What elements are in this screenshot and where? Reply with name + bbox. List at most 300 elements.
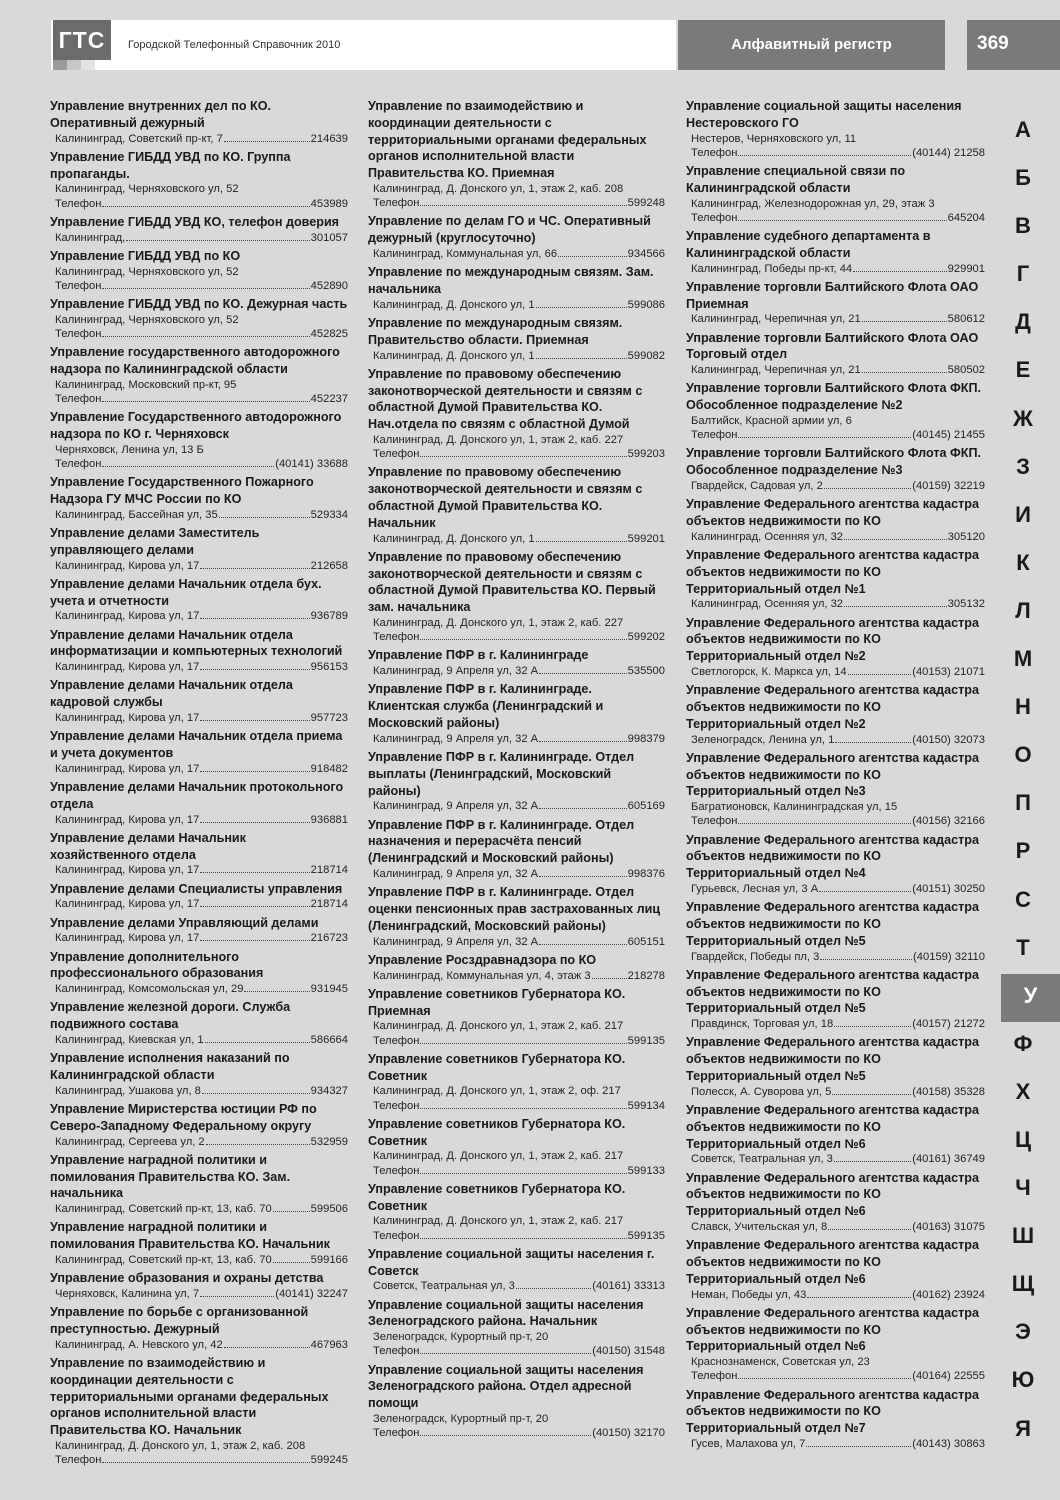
entry-title: Управление торговли Балтийского Флота ФКП. Обособленное подразделение №2	[686, 381, 982, 413]
entry-phone: 218714	[310, 898, 348, 911]
alphabet-letter[interactable]: М	[1013, 646, 1033, 672]
directory-entry	[368, 1051, 665, 1113]
entry-detail-row	[368, 1330, 665, 1344]
entry-phone: 580502	[947, 364, 985, 377]
dot-leader	[834, 1161, 911, 1162]
entry-address: Калининград, Ушакова ул, 8	[55, 1084, 201, 1097]
entry-detail-row	[686, 1085, 985, 1099]
entry-address: Калининград, А. Невского ул, 42	[55, 1338, 223, 1351]
entry-title: Управление Федерального агентства кадастра объектов недвижимости по КО Территориальный отдел №7	[686, 1387, 979, 1436]
entry-phone: 934566	[627, 247, 665, 260]
entry-detail-row	[50, 1338, 348, 1352]
entry-address: Калининград, Черняховского ул, 52	[55, 313, 239, 326]
directory-entry	[50, 344, 348, 406]
entry-address: Калининград, Победы пр-кт, 44	[691, 262, 853, 275]
entry-detail-row	[686, 882, 985, 896]
dot-leader	[200, 720, 309, 721]
dot-leader	[848, 674, 912, 675]
entry-title: Управление ГИБДД УВД КО, телефон доверия	[50, 214, 340, 229]
entry-address: Калининград, Кирова ул, 17	[55, 813, 200, 826]
entry-detail-row	[368, 664, 665, 678]
entry-address: Телефон	[373, 1229, 420, 1242]
dot-leader	[206, 1144, 310, 1145]
entry-phone: (40141) 33688	[275, 458, 348, 470]
entry-address: Калининград, Кирова ул, 17	[55, 898, 200, 911]
entry-detail-row	[686, 1355, 985, 1369]
dot-leader	[828, 1229, 911, 1230]
dot-leader	[219, 517, 310, 518]
entry-address: Светлогорск, К. Маркса ул, 14	[691, 665, 847, 678]
entry-detail-row	[368, 1279, 665, 1293]
entry-detail-row	[50, 231, 348, 245]
entry-detail-row	[368, 1229, 665, 1243]
entry-address: Багратионовск, Калининградская ул, 15	[691, 801, 898, 814]
directory-entry	[686, 967, 985, 1032]
directory-entry	[686, 1237, 985, 1302]
entry-detail-row	[50, 813, 348, 827]
entry-detail-row	[50, 1033, 348, 1047]
dot-leader	[102, 466, 274, 467]
alphabet-letter[interactable]: Д	[1015, 309, 1031, 335]
entry-address: Калининград, 9 Апреля ул, 32 А	[373, 732, 539, 745]
directory-entry	[50, 1355, 348, 1467]
entry-address: Нестеров, Черняховского ул, 11	[691, 132, 857, 145]
dot-leader	[844, 606, 947, 607]
entry-address: Калининград, Д. Донского ул, 1	[373, 298, 535, 311]
directory-entry	[50, 949, 348, 997]
entry-address: Телефон	[373, 1164, 420, 1177]
entry-detail-row	[368, 1149, 665, 1163]
entry-address: Калининград, Советский пр-кт, 7	[55, 132, 223, 145]
directory-entry	[368, 1362, 665, 1441]
column-3	[686, 98, 985, 1454]
entry-detail-row	[368, 532, 665, 546]
column-1	[50, 98, 348, 1470]
alphabet-letter[interactable]: Я	[1015, 1415, 1031, 1441]
entry-title: Управление ПФР в г. Калининграде	[368, 648, 589, 663]
entry-title: Управление Федерального агентства кадастра объектов недвижимости по КО Территориальный отдел №6	[686, 1238, 979, 1286]
alphabet-letter[interactable]: С	[1015, 886, 1031, 912]
entry-phone: 956153	[310, 661, 348, 674]
entry-detail-row	[686, 530, 985, 544]
entry-address: Телефон	[55, 393, 102, 405]
directory-entry	[368, 464, 665, 545]
entry-title: Управление ГИБДД УВД по КО	[50, 248, 241, 263]
alphabet-letter[interactable]: Е	[1015, 357, 1031, 383]
directory-entry	[368, 264, 665, 312]
entry-title: Управление Федерального агентства кадастра объектов недвижимости по КО	[686, 497, 979, 528]
entry-detail-row	[368, 196, 665, 210]
entry-detail-row	[50, 132, 348, 146]
alphabet-letter[interactable]: Х	[1015, 1078, 1031, 1104]
entry-title: Управление наградной политики и помилования Правительства КО. Начальник	[50, 1220, 330, 1252]
dot-leader	[102, 336, 309, 337]
entry-title: Управление делами Начальник отдела бух. учета и отчетности	[50, 576, 322, 608]
directory-entry	[686, 1170, 985, 1235]
entry-address: Калининград, Д. Донского ул, 1	[373, 349, 535, 362]
entry-title: Управление Миристерства юстиции РФ по Северо-Западному Федеральному округу	[50, 1101, 317, 1133]
entry-phone: 929901	[947, 262, 985, 275]
entry-title: Управление социальной защиты населения Зеленоградского района. Начальник	[368, 1297, 644, 1329]
dot-leader	[738, 155, 911, 156]
entry-phone: (40150) 31548	[592, 1345, 665, 1358]
entry-title: Управление по международным связям. Правительство области. Приемная	[368, 315, 623, 347]
publication-title: Городской Телефонный Справочник 2010	[128, 39, 341, 51]
entry-detail-row	[686, 428, 985, 442]
entry-detail-row	[368, 1019, 665, 1033]
alphabet-letter[interactable]: Б	[1015, 165, 1031, 191]
directory-entry	[50, 98, 348, 146]
directory-entry	[368, 647, 665, 678]
dot-leader	[832, 1094, 911, 1095]
dot-leader	[738, 1378, 911, 1379]
entry-address: Калининград, Советский пр-кт, 13, каб. 70	[55, 1253, 272, 1266]
entry-address: Неман, Победы ул, 43	[691, 1288, 807, 1301]
entry-title: Управление Федерального агентства кадастра объектов недвижимости по КО Территориальный отдел №2	[686, 683, 979, 731]
dot-leader	[244, 991, 309, 992]
alphabet-letter[interactable]: Ф	[1013, 1030, 1033, 1056]
entry-title: Управление Федерального агентства кадастра объектов недвижимости по КО Территориальный отдел №2	[686, 615, 979, 664]
directory-entry	[50, 1152, 348, 1217]
entry-detail-row	[686, 312, 985, 326]
alphabet-letter[interactable]: И	[1015, 501, 1031, 527]
entry-detail-row	[368, 298, 665, 312]
entry-address: Калининград, Д. Донского ул, 1, этаж 2, каб. 217	[373, 1020, 624, 1033]
alphabet-letter[interactable]: О	[1014, 742, 1032, 768]
entry-address: Калининград, 9 Апреля ул, 32 А	[373, 867, 539, 880]
entry-phone: (40156) 32166	[912, 815, 985, 828]
entry-title: Управление Федерального агентства кадастра объектов недвижимости по КО Территориальный отдел №5	[686, 967, 979, 1016]
entry-detail-row	[368, 867, 665, 881]
directory-entry	[368, 749, 665, 814]
entry-address: Гурьевск, Лесная ул, 3 А	[691, 882, 819, 895]
entry-title: Управление ПФР в г. Калининграде. Отдел выплаты (Ленинградский, Московский районы)	[368, 749, 635, 798]
dot-leader	[824, 488, 911, 489]
directory-entry	[50, 409, 348, 471]
dot-leader	[536, 358, 627, 359]
directory-entry	[50, 881, 348, 912]
dot-leader	[102, 206, 309, 207]
directory-entry	[368, 1116, 665, 1178]
directory-entry	[686, 163, 985, 225]
entry-title: Управление советников Губернатора КО. Советник	[368, 1116, 626, 1148]
entry-address: Калининград, Коммунальная ул, 66	[373, 247, 558, 260]
entry-address: Зеленоградск, Курортный пр-т, 20	[373, 1331, 549, 1344]
entry-title: Управление социальной защиты населения Нестеровского ГО	[686, 99, 962, 130]
entry-title: Управление по правовому обеспечению законотворческой деятельности и связям с областной Думой Правительства КО. Начальник	[368, 465, 643, 530]
entry-detail-row	[368, 1084, 665, 1098]
dot-leader	[273, 1262, 310, 1263]
entry-address: Калининград, Кирова ул, 17	[55, 661, 200, 674]
entry-detail-row	[686, 1017, 985, 1031]
alphabet-letter[interactable]: В	[1015, 213, 1031, 239]
entry-detail-row	[50, 1439, 348, 1453]
entry-address: Калининград, Д. Донского ул, 1, этаж 2, каб. 217	[373, 1150, 624, 1163]
directory-entry	[50, 525, 348, 573]
entry-phone: (40164) 22555	[912, 1370, 985, 1383]
entry-address: Гвардейск, Садовая ул, 2	[691, 479, 823, 492]
entry-address: Калининград, Кирова ул, 17	[55, 711, 200, 724]
dot-leader	[420, 1435, 591, 1436]
entry-address: Калининград, Бассейная ул, 35	[55, 508, 218, 521]
entry-detail-row	[368, 969, 665, 983]
entry-detail-row	[686, 479, 985, 493]
entry-address: Калининград, Д. Донского ул, 1, этаж 2, каб. 208	[373, 182, 624, 195]
entry-title: Управление Федерального агентства кадастра объектов недвижимости по КО Территориальный отдел №6	[686, 1305, 979, 1354]
entry-title: Управление наградной политики и помилования Правительства КО. Зам. начальника	[50, 1152, 291, 1201]
directory-entry	[50, 1219, 348, 1267]
entry-title: Управление советников Губернатора КО. Советник	[368, 1051, 626, 1083]
alphabet-letter-active[interactable]: У	[1001, 974, 1060, 1022]
alphabet-letter[interactable]: Ж	[1013, 405, 1033, 431]
entry-title: Управление образования и охраны детства	[50, 1271, 324, 1286]
logo: ГТС	[53, 20, 111, 60]
alphabet-letter[interactable]: А	[1015, 117, 1031, 142]
entry-detail-row	[368, 1034, 665, 1048]
entry-title: Управление дополнительного профессионального образования	[50, 949, 264, 981]
dot-leader	[844, 539, 947, 540]
directory-entry	[50, 1270, 348, 1301]
entry-title: Управление по правовому обеспечению законотворческой деятельности и связям с областной Думой Правительства КО. Нач.отдела по связям с областной Думой	[368, 366, 643, 432]
entry-phone: (40159) 32219	[912, 479, 985, 492]
entry-phone: (40157) 21272	[912, 1018, 985, 1031]
entry-address: Калининград, Осенняя ул, 32	[691, 530, 844, 543]
directory-entry	[686, 1305, 985, 1384]
entry-title: Управление делами Начальник отдела информатизации и компьютерных технологий	[50, 627, 343, 659]
alphabet-letter[interactable]: Л	[1015, 597, 1031, 623]
entry-address: Калининград, Д. Донского ул, 1, этаж 2, каб. 227	[373, 616, 624, 629]
entry-phone: 452237	[310, 393, 348, 405]
alphabet-letter[interactable]: Щ	[1011, 1271, 1035, 1297]
entry-detail-row	[686, 1369, 985, 1383]
entry-title: Управление Федерального агентства кадастра объектов недвижимости по КО Территориальный отдел №6	[686, 1170, 979, 1219]
entry-address: Калининград, Советский пр-кт, 13, каб. 70	[55, 1203, 272, 1216]
dot-leader	[738, 823, 911, 824]
directory-entry	[368, 884, 665, 949]
entry-phone: 599082	[627, 349, 665, 362]
entry-phone: 599203	[627, 448, 665, 461]
alphabet-letter[interactable]: Г	[1016, 261, 1030, 287]
entry-title: Управление Федерального агентства кадастра объектов недвижимости по КО Территориальный отдел №4	[686, 832, 979, 881]
entry-phone: (40143) 30863	[912, 1437, 985, 1450]
entry-address: Телефон	[691, 146, 738, 159]
entry-detail-row	[50, 1202, 348, 1216]
entry-detail-row	[50, 931, 348, 945]
directory-entry	[368, 1181, 665, 1243]
entry-phone: (40161) 36749	[912, 1153, 985, 1166]
entry-detail-row	[368, 1214, 665, 1228]
alphabet-index	[1001, 108, 1045, 1455]
directory-entry	[50, 779, 348, 827]
entry-detail-row	[686, 1152, 985, 1166]
entry-title: Управление ГИБДД УВД по КО. Дежурная часть	[50, 297, 348, 311]
alphabet-letter[interactable]: Ч	[1015, 1175, 1031, 1201]
alphabet-letter[interactable]: Н	[1015, 694, 1031, 720]
entry-address: Советск, Театральная ул, 3	[373, 1280, 515, 1293]
dot-leader	[224, 141, 310, 142]
directory-entry	[686, 496, 985, 544]
entry-detail-row	[50, 609, 348, 623]
entry-detail-row	[686, 262, 985, 276]
entry-detail-row	[686, 132, 985, 146]
entry-address: Калининград, Д. Донского ул, 1, этаж 2, каб. 227	[373, 433, 624, 446]
directory-entry	[686, 1102, 985, 1167]
entry-phone: 452825	[310, 328, 348, 340]
entry-title: Управление Федерального агентства кадастра объектов недвижимости по КО Территориальный отдел №3	[686, 750, 979, 799]
alphabet-letter[interactable]: Ш	[1011, 1223, 1035, 1249]
dot-leader	[539, 944, 627, 945]
entry-detail-row	[50, 313, 348, 327]
dot-leader	[819, 891, 911, 892]
entry-detail-row	[50, 1253, 348, 1267]
entry-address: Калининград, 9 Апреля ул, 32 А	[373, 665, 539, 678]
entry-phone: 535500	[627, 665, 665, 678]
column-2	[368, 98, 665, 1443]
logo-decor	[53, 60, 67, 70]
entry-detail-row	[50, 392, 348, 406]
entry-address: Калининград, Д. Донского ул, 1	[373, 532, 535, 545]
entry-title: Управление специальной связи по Калининградской области	[686, 164, 906, 195]
entry-detail-row	[686, 197, 985, 211]
alphabet-letter[interactable]: З	[1016, 453, 1030, 479]
entry-address: Балтийск, Красной армии ул, 6	[691, 414, 852, 427]
entry-detail-row	[368, 1426, 665, 1440]
entry-phone: (40151) 30250	[912, 882, 985, 895]
entry-detail-row	[368, 799, 665, 813]
entry-address: Калининград, Д. Донского ул, 1, этаж 2, каб. 217	[373, 1215, 624, 1228]
directory-entry	[686, 98, 985, 160]
entry-title: Управление делами Начальник хозяйственного отдела	[50, 830, 246, 862]
entry-title: Управление ПФР в г. Калининграде. Отдел назначения и перерасчёта пенсий (Ленинградский и Московский районы)	[368, 817, 635, 866]
entry-address: Телефон	[55, 328, 102, 340]
entry-detail-row	[368, 447, 665, 461]
dot-leader	[420, 456, 626, 457]
entry-detail-row	[50, 1084, 348, 1098]
entry-title: Управление государственного автодорожного надзора по Калининградской области	[50, 345, 340, 376]
entry-phone: 605151	[627, 935, 665, 948]
entry-detail-row	[50, 279, 348, 293]
dot-leader	[835, 742, 911, 743]
entry-address: Калининград, 9 Апреля ул, 32 А	[373, 935, 539, 948]
directory-entry	[50, 248, 348, 293]
directory-entry	[686, 832, 985, 897]
directory-entry	[50, 915, 348, 946]
entry-phone: 599133	[627, 1164, 665, 1177]
directory-entry	[50, 576, 348, 624]
dot-leader	[200, 940, 309, 941]
entry-address: Краснознаменск, Советская ул, 23	[691, 1356, 870, 1369]
entry-address: Калининград, Кирова ул, 17	[55, 610, 200, 623]
entry-phone: 645204	[947, 211, 985, 224]
entry-phone: 218714	[310, 864, 348, 877]
entry-address: Полесск, А. Суворова ул, 5	[691, 1085, 832, 1098]
directory-entry	[686, 1387, 985, 1452]
directory-entry	[368, 986, 665, 1048]
alphabet-letter[interactable]: Э	[1015, 1319, 1031, 1345]
directory-entry	[50, 214, 348, 245]
directory-entry	[686, 330, 985, 378]
directory-entry	[686, 547, 985, 612]
entry-detail-row	[368, 935, 665, 949]
alphabet-letter[interactable]: Ю	[1011, 1367, 1035, 1393]
entry-address: Калининград, Комсомольская ул, 29	[55, 983, 244, 996]
entry-detail-row	[368, 1412, 665, 1426]
entry-phone: (40144) 21258	[912, 146, 985, 159]
entry-phone: 212658	[310, 559, 348, 572]
entry-phone: 452890	[310, 279, 348, 292]
entry-detail-row	[368, 1344, 665, 1358]
entry-address: Калининград,	[55, 231, 126, 244]
entry-address: Зеленоградск, Ленина ул, 1	[691, 733, 835, 746]
dot-leader	[539, 741, 627, 742]
entry-phone: (40158) 35328	[912, 1085, 985, 1098]
alphabet-letter[interactable]: Р	[1015, 838, 1031, 864]
page-number: 369	[967, 20, 1060, 70]
directory-entry	[50, 1101, 348, 1149]
dot-leader	[539, 808, 627, 809]
alphabet-letter[interactable]: П	[1015, 790, 1031, 816]
alphabet-letter[interactable]: Ц	[1014, 1126, 1032, 1152]
entry-address: Калининград, Московский пр-кт, 95	[55, 378, 237, 391]
entry-phone: 599248	[627, 197, 665, 210]
entry-detail-row	[368, 630, 665, 644]
entry-phone: (40161) 33313	[592, 1280, 665, 1293]
alphabet-letter[interactable]: Т	[1016, 934, 1030, 960]
entry-detail-row	[686, 414, 985, 428]
entry-address: Телефон	[373, 1427, 420, 1440]
entry-address: Телефон	[373, 448, 420, 461]
dot-leader	[420, 205, 626, 206]
entry-phone: 934327	[310, 1084, 348, 1097]
dot-leader	[592, 978, 627, 979]
entry-address: Правдинск, Торговая ул, 18	[691, 1018, 834, 1031]
directory-entry	[686, 1034, 985, 1099]
dot-leader	[200, 906, 309, 907]
entry-address: Телефон	[691, 429, 738, 442]
entry-phone: 599245	[310, 1454, 348, 1467]
entry-title: Управление делами Заместитель управляющего делами	[50, 526, 260, 557]
entry-detail-row	[368, 433, 665, 447]
entry-address: Телефон	[373, 1345, 420, 1358]
entry-title: Управление внутренних дел по КО. Оперативный дежурный	[50, 99, 272, 130]
entry-phone: (40163) 31075	[912, 1220, 985, 1233]
entry-detail-row	[50, 443, 348, 457]
entry-phone: 305132	[947, 598, 985, 611]
page-header	[0, 0, 1060, 74]
entry-address: Телефон	[55, 197, 102, 210]
directory-entry	[686, 899, 985, 964]
entry-phone: 529334	[310, 508, 348, 521]
entry-detail-row	[686, 1288, 985, 1302]
entry-title: Управление торговли Балтийского Флота ОАО Приемная	[686, 279, 979, 311]
entry-phone: 931945	[310, 983, 348, 996]
entry-address: Калининград, Кирова ул, 17	[55, 864, 200, 877]
directory-entry	[50, 474, 348, 522]
directory-entry	[50, 677, 348, 725]
entry-detail-row	[686, 1437, 985, 1451]
entry-phone: (40150) 32170	[592, 1427, 665, 1440]
entry-detail-row	[368, 1164, 665, 1178]
entry-detail-row	[50, 982, 348, 996]
entry-address: Калининград, Железнодорожная ул, 29, этаж 3	[691, 197, 935, 210]
alphabet-letter[interactable]: К	[1016, 549, 1030, 575]
entry-detail-row	[50, 711, 348, 725]
entry-detail-row	[50, 197, 348, 211]
directory-entry	[50, 830, 348, 878]
entry-title: Управление Федерального агентства кадастра объектов недвижимости по КО Территориальный отдел №6	[686, 1102, 979, 1151]
directory-entry	[368, 1246, 665, 1294]
directory-entry	[686, 279, 985, 327]
